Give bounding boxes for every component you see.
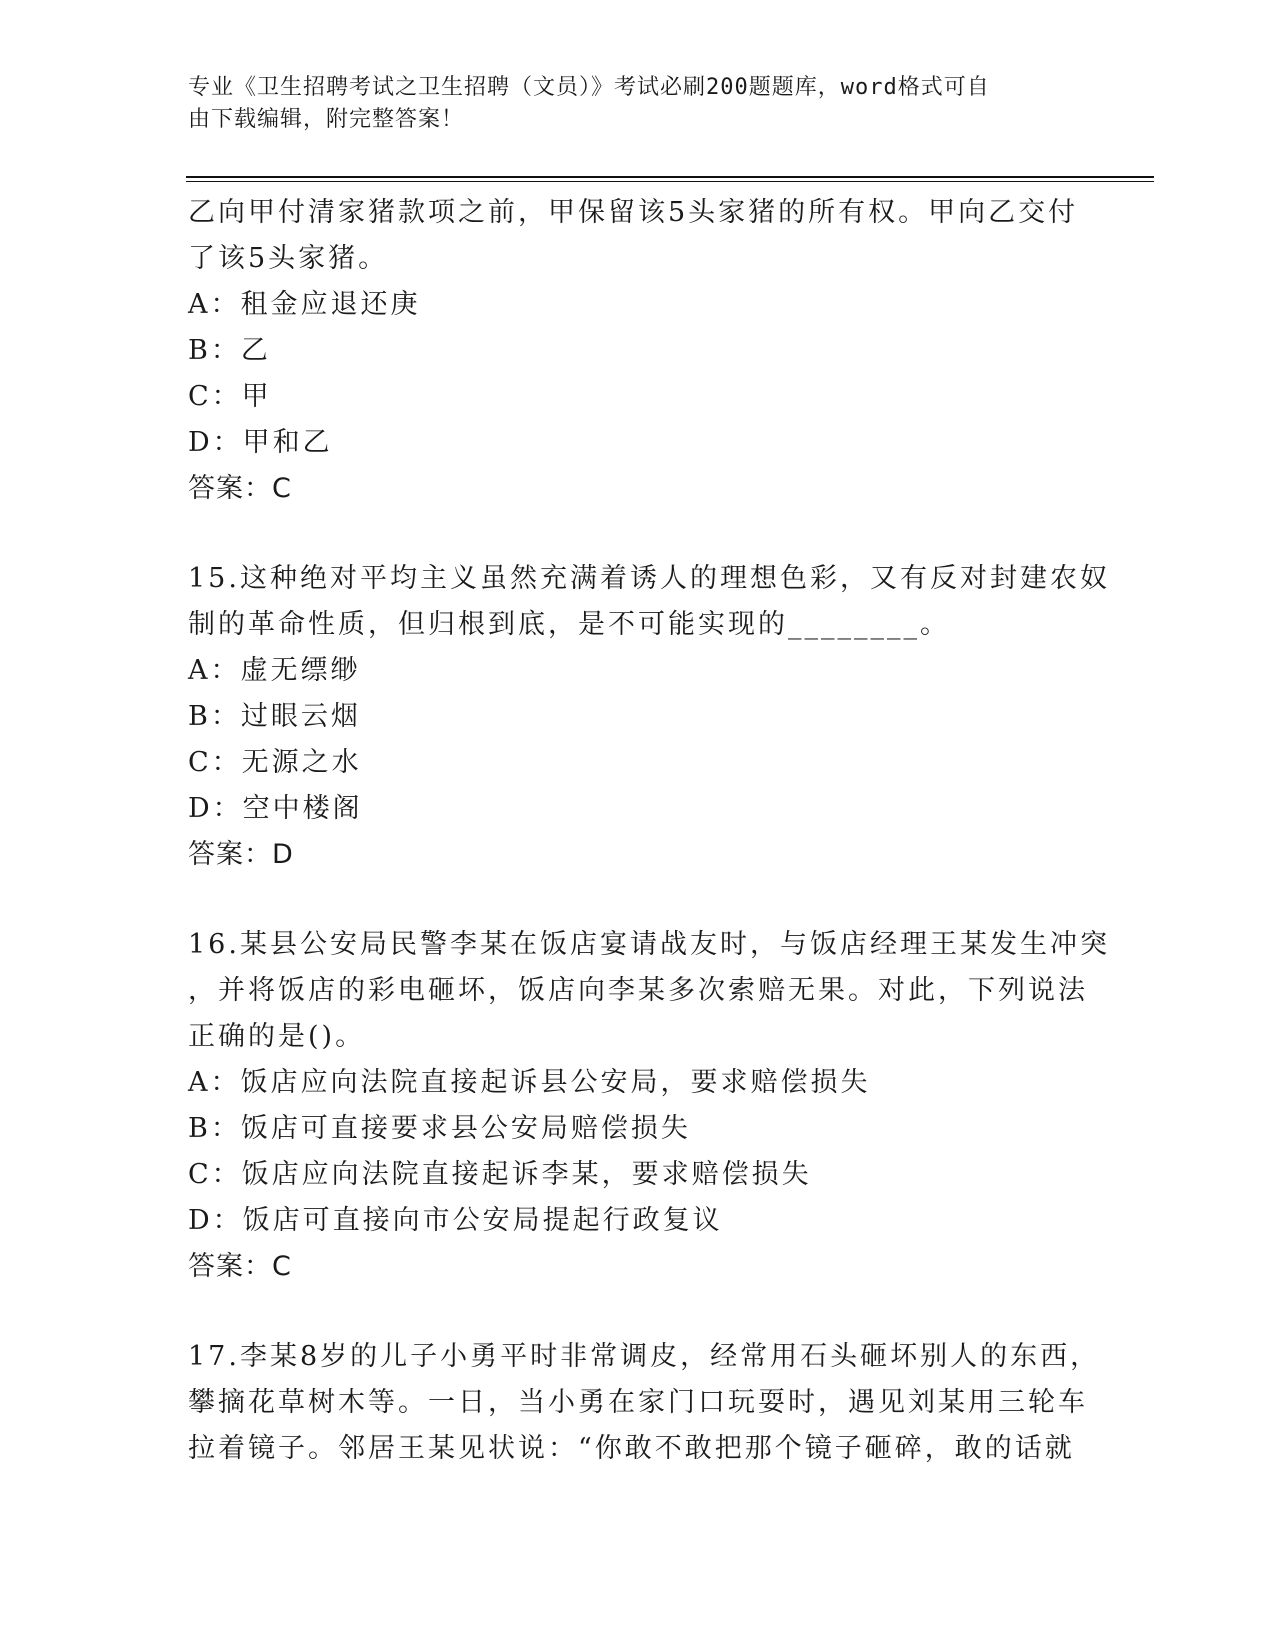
header-line-1: 专业《卫生招聘考试之卫生招聘（文员）》考试必刷200题题库，word格式可自 (188, 75, 990, 100)
option-d: D：饭店可直接向市公安局提起行政复议 (188, 1205, 723, 1236)
question-15 (188, 556, 1110, 878)
question-text-line: 15.这种绝对平均主义虽然充满着诱人的理想色彩，又有反对封建农奴 (188, 563, 1110, 594)
option-c: C：无源之水 (188, 747, 362, 778)
option-a: A：虚无缥缈 (188, 655, 361, 686)
question-17 (188, 1334, 1101, 1472)
question-14-continued (188, 190, 1088, 512)
question-text-line: 16.某县公安局民警李某在饭店宴请战友时，与饭店经理王某发生冲突 (188, 929, 1110, 960)
question-text-line: 攀摘花草树木等。一日，当小勇在家门口玩耍时，遇见刘某用三轮车 (188, 1387, 1088, 1418)
option-b: B：过眼云烟 (188, 701, 361, 732)
header-divider-thin (186, 181, 1154, 182)
option-b: B：乙 (188, 335, 271, 366)
question-text-line: ，并将饭店的彩电砸坏，饭店向李某多次索赔无果。对此，下列说法 (188, 975, 1088, 1006)
header-divider-thick (186, 176, 1154, 178)
question-16 (188, 922, 1110, 1290)
document-body (188, 190, 1110, 1472)
document-header (188, 72, 1068, 136)
question-text-line: 17.李某8岁的儿子小勇平时非常调皮，经常用石头砸坏别人的东西， (188, 1341, 1101, 1372)
question-text-line: 拉着镜子。邻居王某见状说：“你敢不敢把那个镜子砸碎，敢的话就 (188, 1433, 1075, 1464)
option-c: C：甲 (188, 381, 272, 412)
answer: 答案：C (188, 473, 292, 504)
option-d: D：空中楼阁 (188, 793, 363, 824)
header-line-2: 由下载编辑，附完整答案！ (188, 107, 465, 132)
question-text-line: 了该5头家猪。 (188, 243, 389, 274)
question-text-line: 制的革命性质，但归根到底，是不可能实现的________。 (188, 609, 950, 640)
option-c: C：饭店应向法院直接起诉李某，要求赔偿损失 (188, 1159, 812, 1190)
answer: 答案：D (188, 839, 294, 870)
question-text-line: 正确的是()。 (188, 1021, 366, 1052)
option-d: D：甲和乙 (188, 427, 333, 458)
question-text-line: 乙向甲付清家猪款项之前，甲保留该5头家猪的所有权。甲向乙交付 (188, 197, 1079, 228)
answer: 答案：C (188, 1251, 292, 1282)
option-a: A：租金应退还庚 (188, 289, 421, 320)
option-b: B：饭店可直接要求县公安局赔偿损失 (188, 1113, 691, 1144)
option-a: A：饭店应向法院直接起诉县公安局，要求赔偿损失 (188, 1067, 871, 1098)
